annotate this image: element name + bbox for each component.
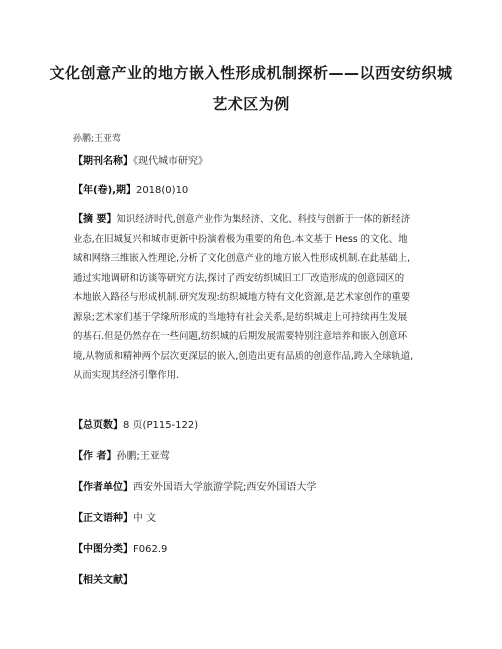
abstract-label: 【摘 要】	[73, 214, 117, 225]
journal-label: 【期刊名称】	[73, 156, 133, 167]
year-value: 2018(0)10	[135, 185, 189, 196]
abstract-line: 本地嵌入路径与形成机制.研究发现:纺织城地方特有文化资源,是艺术家创作的重要	[73, 292, 411, 303]
related-literature-label: 【相关文献】	[73, 575, 133, 586]
author-field	[73, 449, 170, 464]
year-field	[73, 183, 188, 198]
abstract-line: 通过实地调研和访谈等研究方法,探讨了西安纺织城旧工厂改造形成的创意园区的	[73, 272, 405, 284]
abstract-line: 境,从物质和精神两个层次更深层的嵌入,创造出更有品质的创意作品,跨入全球轨道,	[73, 350, 414, 362]
pages-label: 【总页数】	[73, 420, 123, 431]
document-title-line-2: 艺术区为例	[212, 95, 290, 113]
affiliation-field	[73, 480, 316, 495]
author-value: 孙鹏;王亚莺	[116, 451, 170, 462]
abstract-block	[73, 210, 437, 386]
author-label: 【作 者】	[73, 451, 117, 462]
journal-value: 《现代城市研究》	[133, 156, 208, 167]
affiliation-label: 【作者单位】	[73, 482, 133, 493]
pages-value: 8 页(P115-122)	[123, 420, 199, 431]
abstract-line: 【摘 要】知识经济时代,创意产业作为集经济、文化、科技与创新于一体的新经济	[73, 214, 411, 225]
journal-field	[73, 154, 208, 169]
document-title-line-1: 文化创意产业的地方嵌入性形成机制探析——以西安纺织城	[49, 64, 453, 82]
classification-label: 【中图分类】	[73, 544, 133, 555]
language-value: 中 文	[133, 513, 157, 524]
abstract-line: 域和网络三维嵌入性理论,分析了文化创意产业的地方嵌入性形成机制.在此基础上,	[73, 253, 411, 264]
abstract-line: 从而实现其经济引擎作用.	[73, 370, 180, 381]
pages-field	[73, 418, 198, 433]
related-literature-field	[73, 573, 133, 588]
abstract-line: 业态,在旧城复兴和城市更新中扮演着极为重要的角色.本文基于 Hess 的文化、地	[73, 233, 408, 245]
affiliation-value: 西安外国语大学旅游学院;西安外国语大学	[133, 482, 317, 493]
abstract-line: 的基石.但是仍然存在一些问题,纺织城的后期发展需要特别注意培养和嵌入创意环	[73, 331, 408, 342]
language-field	[73, 511, 156, 526]
classification-value: F062.9	[133, 544, 168, 555]
year-label: 【年(卷),期】	[73, 185, 136, 196]
abstract-line: 源泉;艺术家们基于学缘所形成的当地特有社会关系,是纺织城走上可持续再生发展	[73, 311, 408, 323]
language-label: 【正文语种】	[73, 513, 133, 524]
classification-field	[73, 542, 167, 557]
author-byline: 孙鹏;王亚莺	[73, 134, 122, 144]
